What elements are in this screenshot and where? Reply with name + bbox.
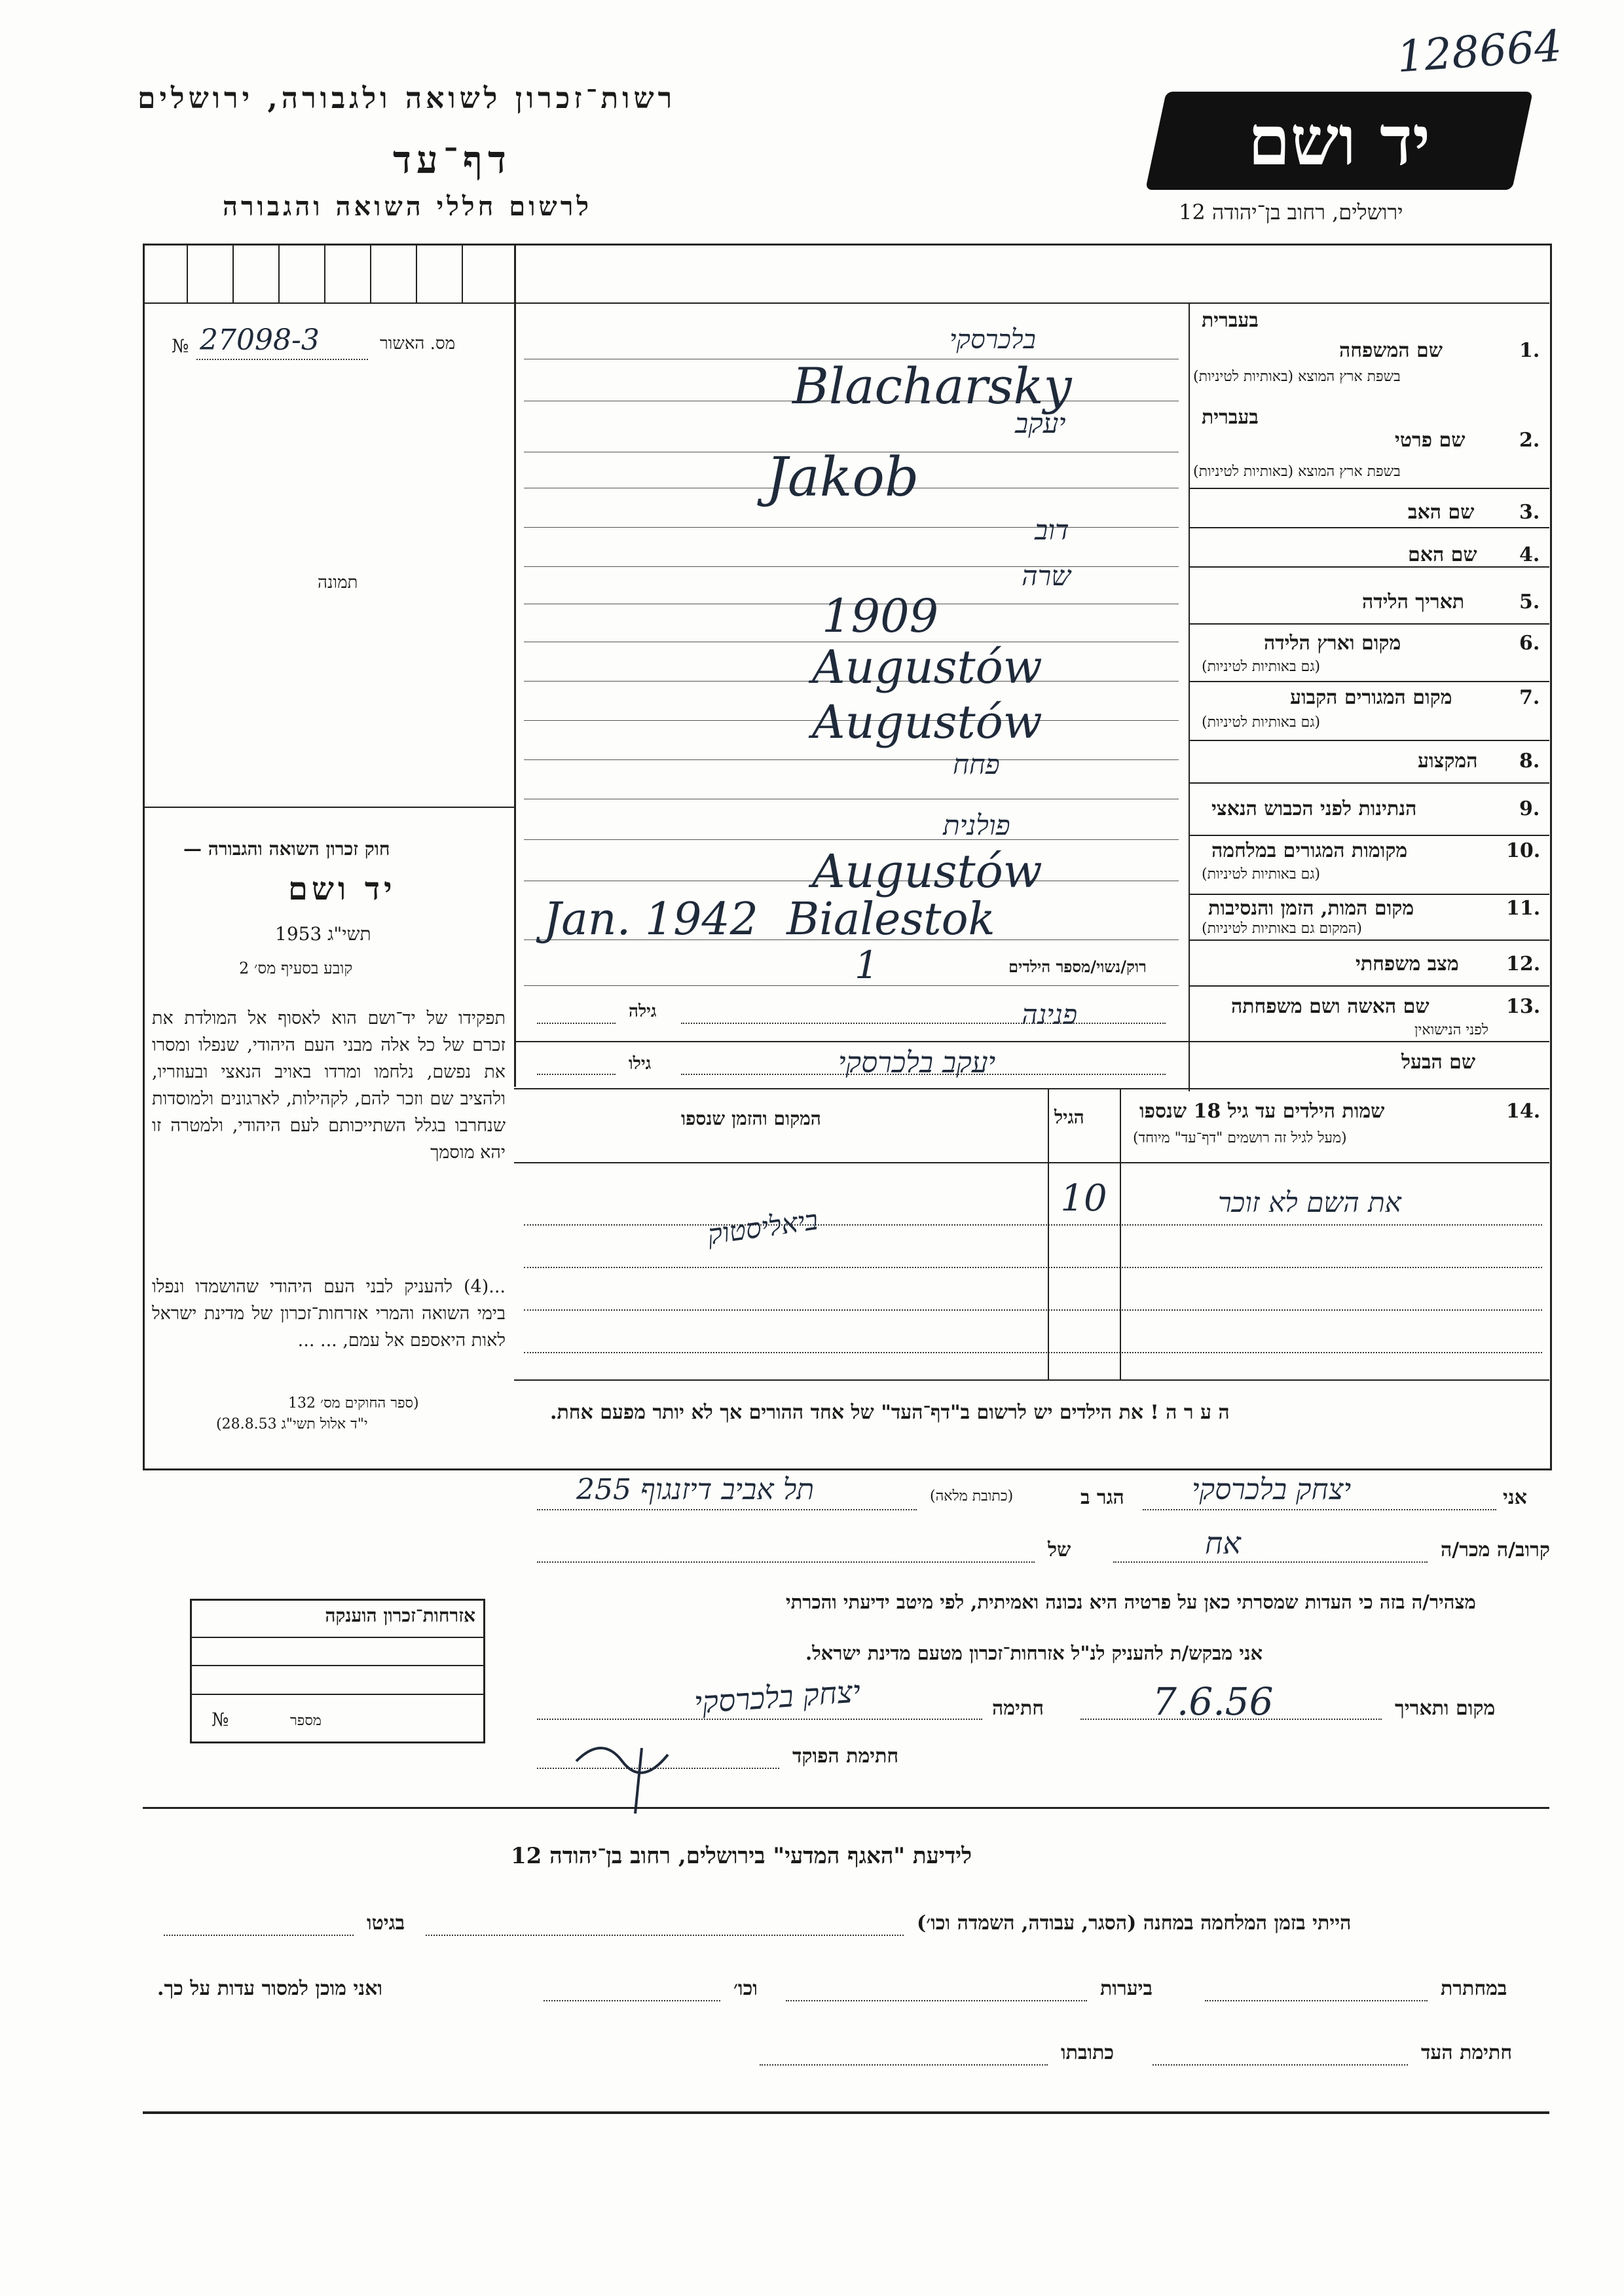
field-12-label: מצב משפחתי (1356, 953, 1459, 975)
decl-signature-label: חתימה (992, 1697, 1044, 1720)
field-10-number: 10. (1506, 839, 1541, 862)
field-2-value: Jakob (766, 446, 919, 509)
field-13-sub: לפני הנישואין (1414, 1022, 1489, 1038)
citizenship-title: אזרחות־זכרון הוענקה (325, 1605, 475, 1626)
husband-value: יעקב בלכרסקי (838, 1046, 996, 1080)
field-1-label: שם המשפחה (1339, 339, 1443, 362)
info-line1-a: הייתי בזמן המלחמה במחנה (הסגר, עבודה, השמדה וכו׳) (917, 1912, 1352, 1935)
field-2-label: שם פרטי (1395, 429, 1466, 452)
field-13-label: שם האשה ושם משפחתה (1231, 995, 1430, 1018)
decl-statement-2: אני מבקש/ת להעניק לנ"ל אזרחות־זכרון מטעם מדינת ישראל. (805, 1642, 1263, 1664)
field-13-number: 13. (1506, 995, 1541, 1018)
field-10-sub: (גם באותיות לטיניות) (1202, 866, 1321, 883)
field-2-value-hebrew: יעקב (1015, 407, 1066, 439)
field-2-hebrew-tag: בעברית (1202, 406, 1259, 429)
husband-label: שם הבעל (1401, 1051, 1476, 1074)
form-subtitle: לרשום חללי השואה והגבורה (223, 191, 593, 222)
decl-place-date-value: 7.6.56 (1153, 1679, 1274, 1724)
info-line2-a: במחתרת (1441, 1977, 1507, 2000)
law-title: חוק זכרון השואה והגבורה — (183, 838, 390, 860)
citizenship-box (190, 1599, 485, 1743)
law-date: י"ד אלול תשי"ג 28.8.53) (216, 1416, 368, 1432)
info-line1-b: בגיטו (367, 1912, 405, 1935)
field-4-value: שרה (1022, 560, 1071, 592)
decl-relative-label: קרוב/ה מכר/ה (1441, 1539, 1550, 1561)
form-title: דף־עד (393, 137, 511, 182)
field-11-number: 11. (1506, 897, 1541, 920)
field-4-number: 4. (1519, 543, 1540, 566)
decl-relation: אח (1205, 1525, 1241, 1561)
info-line2-b: ביערות (1100, 1977, 1153, 2000)
field-3-label: שם האב (1408, 501, 1475, 524)
field-11-sub: (המקום גם באותיות לטיניות) (1202, 920, 1362, 937)
field-1-hebrew-tag: בעברית (1202, 309, 1259, 332)
field-2-number: 2. (1519, 429, 1540, 452)
info-title: לידיעת "האגף המדעי" בירושלים, רחוב בן־יהודה 12 (511, 1843, 972, 1869)
law-text-1: תפקידו של יד־ושם הוא לאסוף אל המולדת את זכרם של כל אלה מבני העם היהודי, שנפלו ומסרו את נפשם, נלחמו ומרדו באויב הנאצי ובעוזריו, ולהציב שם וזכר להם, לקהילות, לארגונים ולמוסדות שנחרבו בגלל השתייכותם לעם היהודי, ולמטרה זו יהא מוסמך (152, 1008, 506, 1163)
decl-statement-1: מצהיר/ה בזה כי העדות שמסרתי כאן על פרטיה היא נכונה ואמיתית, לפי מיטב ידיעתי והכרתי (786, 1591, 1476, 1613)
field-6-sub: (גם באותיות לטיניות) (1202, 659, 1321, 675)
info-line3-b: כתובתו (1061, 2041, 1115, 2064)
field-12-number: 12. (1506, 953, 1541, 975)
field-6-value: Augustów (812, 640, 1043, 694)
address: ירושלים, רחוב בן־יהודה 12 (1179, 200, 1403, 225)
field-7-number: 7. (1519, 686, 1540, 709)
field-5-label: תאריך הלידה (1362, 591, 1465, 613)
children-number: 14. (1506, 1100, 1541, 1123)
field-1-value-hebrew: בלכרסקי (950, 325, 1036, 355)
decl-of-label: של (1048, 1539, 1071, 1561)
logo-text: יד ושם (1247, 100, 1431, 181)
children-col-age: הגיל (1054, 1106, 1084, 1128)
field-7-label: מקום המגורים הקבוע (1290, 686, 1452, 709)
field-12-sub: רוק/נשוי/מספר הילדים (1008, 957, 1147, 976)
child-1-place: ביאליסטוק (705, 1203, 821, 1251)
info-line2-d: ואני מוכן למסור עדות על כך. (157, 1977, 383, 2000)
field-6-label: מקום וארץ הלידה (1264, 632, 1401, 655)
children-title: שמות הילדים עד גיל 18 שנספו (1139, 1100, 1385, 1123)
law-clause: קובע בסעיף מס׳ 2 (239, 959, 353, 977)
field-3-value: דוב (1035, 514, 1069, 546)
wife-age-label: גילה (629, 1002, 657, 1021)
field-7-sub: (גם באותיות לטיניות) (1202, 714, 1321, 731)
field-5-value: 1909 (822, 589, 939, 643)
field-1-value: Blacharsky (792, 357, 1072, 415)
children-col-place: המקום והזמן שנספו (681, 1108, 821, 1129)
approval-label: מס. האשור (380, 334, 456, 354)
note: ה ע ר ה ! את הילדים יש לרשום ב"דף־העד" של אחד ההורים אך לא יותר מפעם אחת. (550, 1401, 1230, 1424)
approval-no-sign: № (172, 335, 189, 357)
field-3-number: 3. (1519, 501, 1540, 524)
approval-number: 27098-3 (200, 323, 320, 357)
field-11-label: מקום המות, הזמן והנסיבות (1208, 897, 1414, 920)
law-year: תשי"ג 1953 (275, 923, 371, 945)
authority-title: רשות־זכרון לשואה ולגבורה, ירושלים (138, 82, 676, 115)
decl-i-label: אני (1503, 1486, 1527, 1509)
field-6-number: 6. (1519, 632, 1540, 655)
decl-address: תל אביב דיזנגוף 255 (576, 1473, 815, 1506)
citizenship-no-sign: № (212, 1709, 229, 1730)
field-13-value: פנינה (1022, 998, 1077, 1030)
field-11-value: Jan. 1942 Bialestok (544, 894, 995, 945)
decl-resides-label: הגר ב (1080, 1486, 1124, 1509)
law-source: (ספר החוקים מס׳ 132 (288, 1395, 419, 1412)
archive-number: 128664 (1395, 20, 1564, 82)
field-8-number: 8. (1519, 750, 1540, 773)
info-line2-c: וכו׳ (733, 1977, 758, 2000)
field-10-value: Augustów (812, 845, 1043, 898)
photo-label: תמונה (318, 573, 358, 592)
law-text-2: ...(4) להעניק לבני העם היהודי שהושמדו ונפלו בימי השואה והמרי אזרחות־זכרון של מדינת ישראל לאות היאספם אל עמם, ... ... (152, 1277, 506, 1351)
field-9-value: פולנית (943, 809, 1010, 841)
field-9-number: 9. (1519, 797, 1540, 820)
child-1-age: 10 (1060, 1177, 1107, 1220)
field-8-label: המקצוע (1418, 750, 1478, 773)
field-8-value: פחח (953, 748, 1000, 780)
children-subtitle: (מעל לגיל זה רושמים "דף־עד" מיוחד) (1133, 1130, 1347, 1146)
husband-age-label: גילו (629, 1054, 652, 1074)
field-4-label: שם האם (1408, 543, 1477, 566)
field-12-value: 1 (855, 943, 879, 987)
yad-vashem-logo (1145, 92, 1533, 190)
field-9-label: הנתינות לפני הכבוש הנאצי (1211, 797, 1417, 820)
field-7-value: Augustów (812, 695, 1043, 749)
field-1-sub: בשפת ארץ המוצא (באותיות לטיניות) (1193, 369, 1401, 385)
field-1-number: 1. (1519, 339, 1540, 362)
citizenship-no-label: מספר (290, 1713, 322, 1729)
law-name: יד ושם (288, 871, 396, 907)
decl-full-address-label: (כתובת מלאה) (930, 1488, 1014, 1504)
decl-place-date-label: מקום ותאריך (1395, 1697, 1496, 1720)
decl-official-sig-label: חתימת הפוקד (792, 1745, 899, 1768)
decl-signature: יצחק בלכרסקי (693, 1673, 862, 1721)
official-signature-mark (563, 1722, 733, 1820)
field-5-number: 5. (1519, 591, 1540, 613)
decl-witness-name: יצחק בלכרסקי (1192, 1473, 1352, 1506)
child-1-name: את השם לא זוכר (1218, 1186, 1401, 1218)
field-2-sub: בשפת ארץ המוצא (באותיות לטיניות) (1193, 464, 1401, 480)
field-10-label: מקומות המגורים במלחמה (1211, 839, 1408, 862)
info-line3-a: חתימת העד (1421, 2041, 1513, 2064)
